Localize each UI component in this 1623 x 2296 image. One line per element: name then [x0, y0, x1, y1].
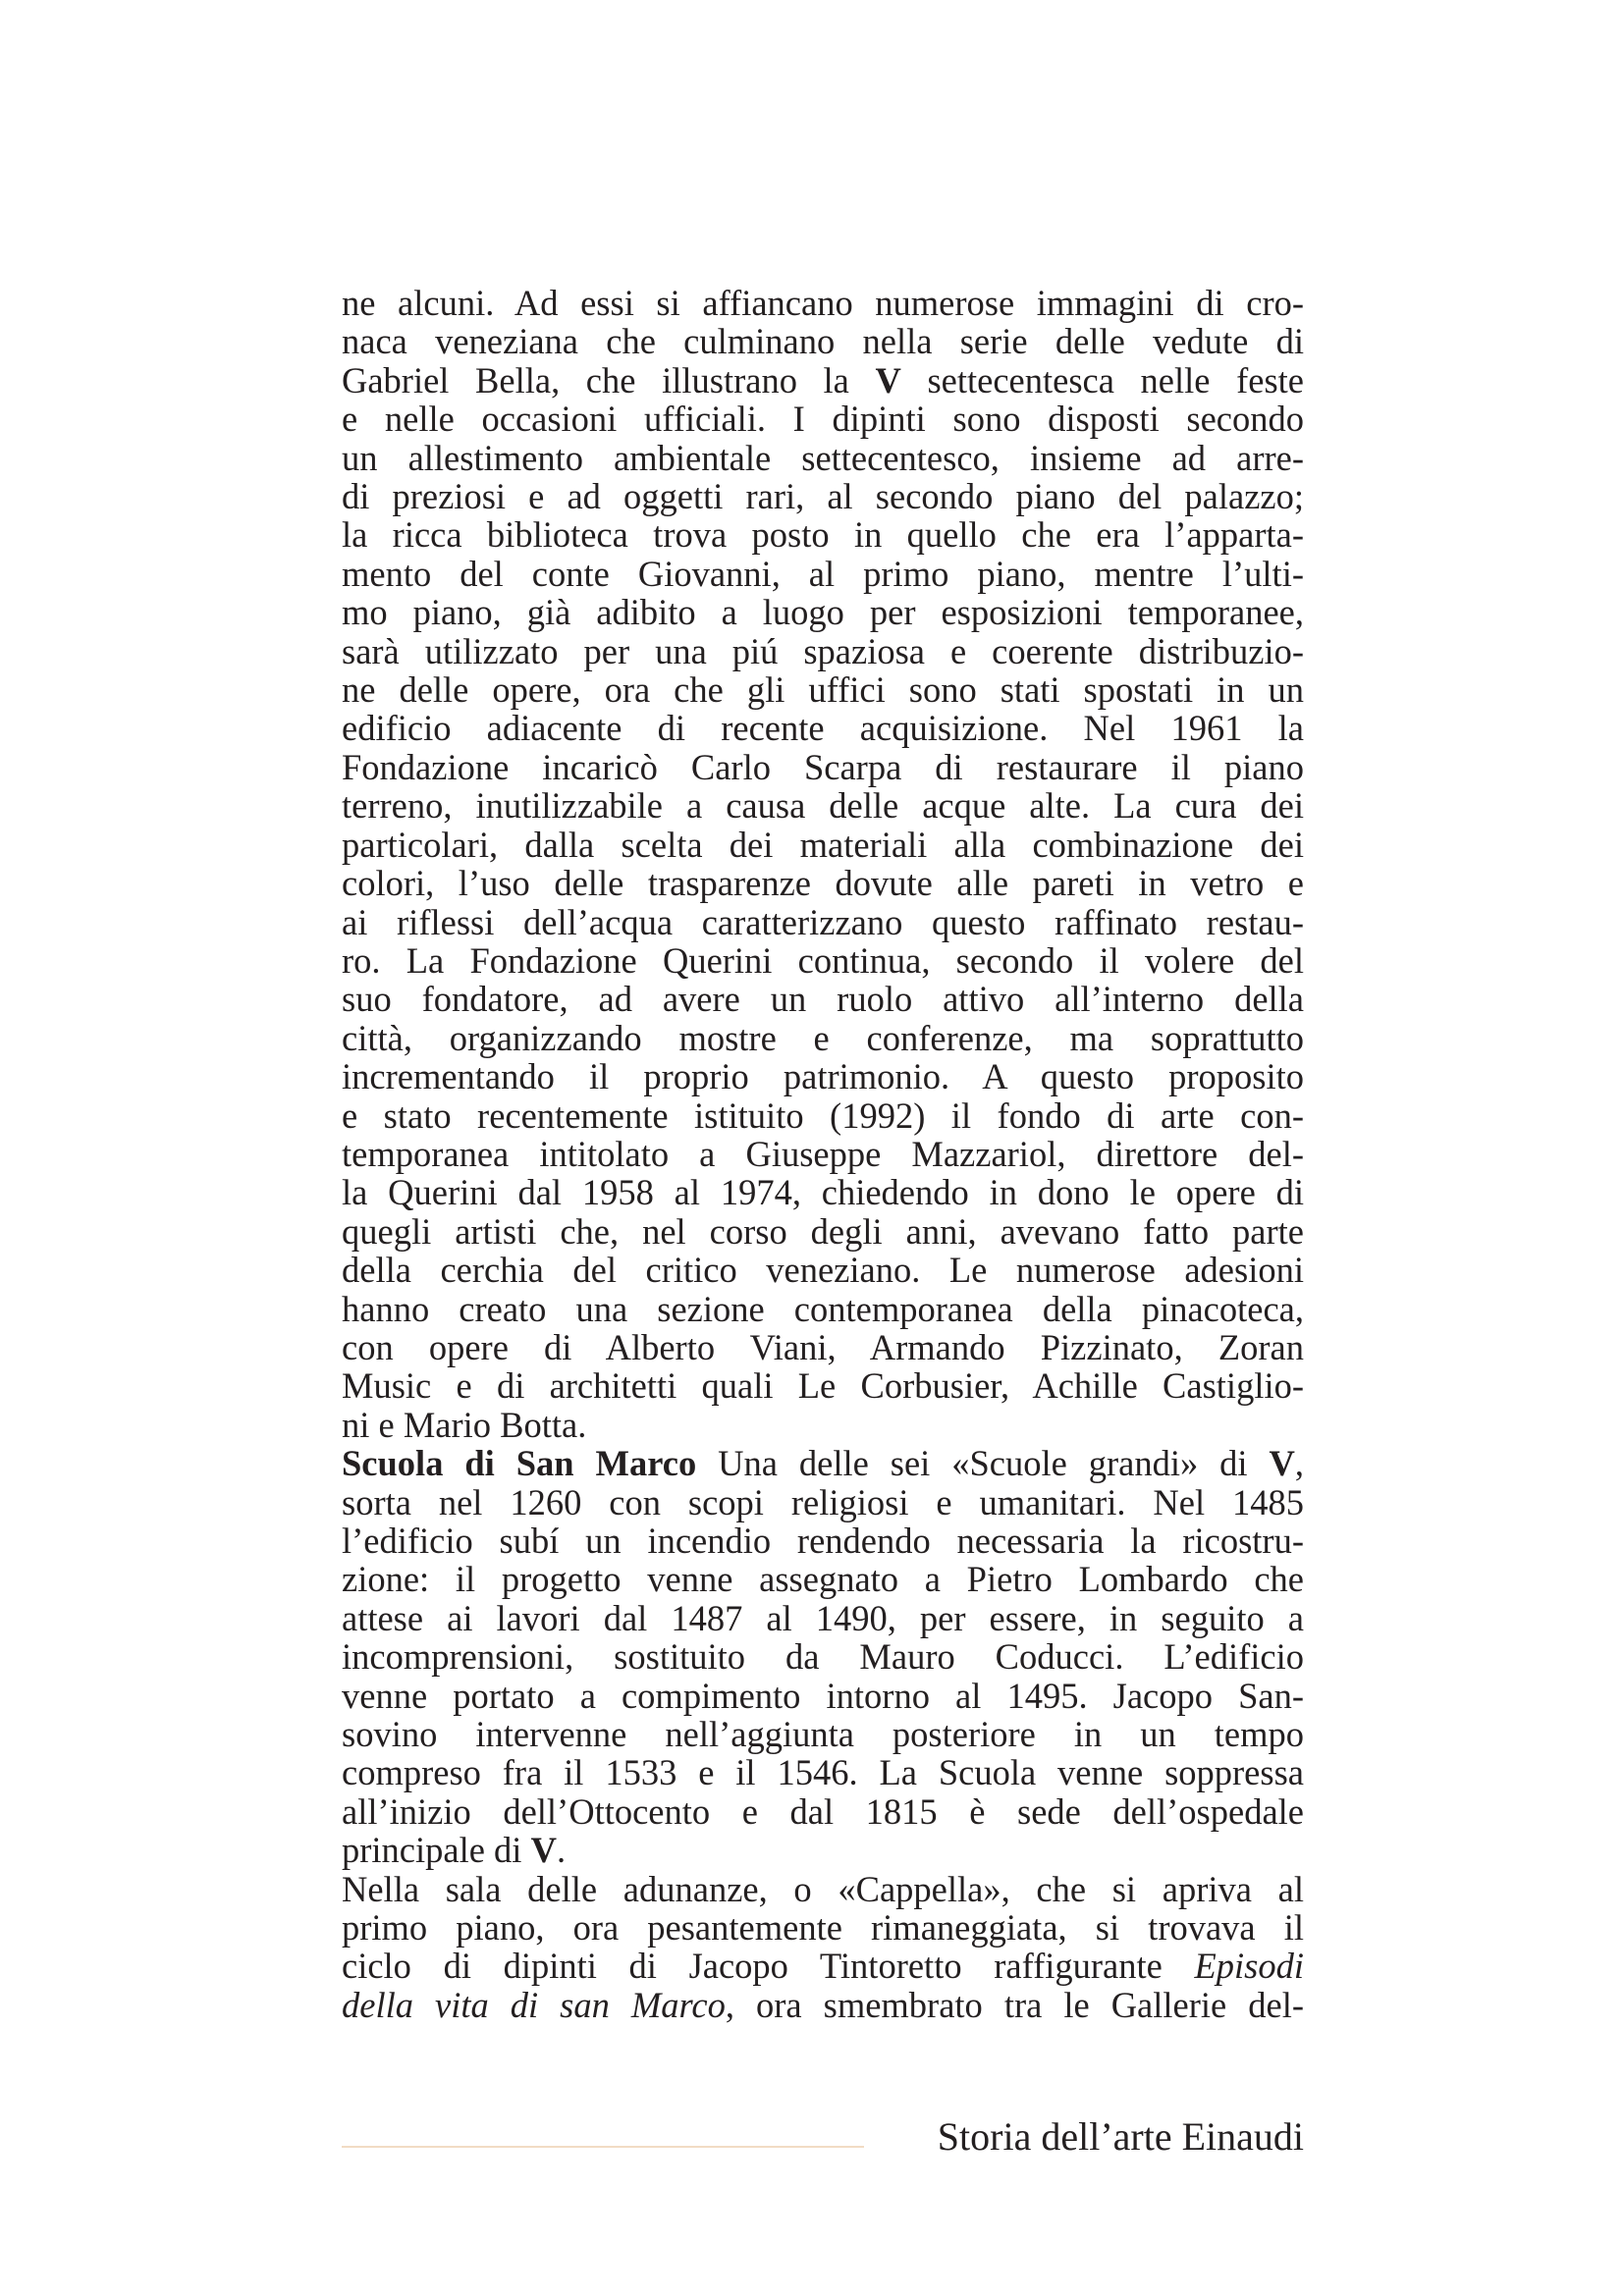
- text-run: all’inizio dell’Ottocento e dal 1815 è sede dell’ospedale: [342, 1790, 1304, 1832]
- text-run: settecentesca nelle feste: [900, 359, 1304, 400]
- text-run: .: [556, 1830, 567, 1871]
- text-run: incrementando il proprio patrimonio. A questo proposito: [342, 1056, 1304, 1097]
- text-line: [342, 826, 1304, 864]
- bold-run: V: [875, 359, 901, 400]
- text-line: [342, 1096, 1304, 1135]
- text-line: [342, 439, 1304, 477]
- text-run: incomprensioni, sostituito da Mauro Coducci. L’edificio: [342, 1636, 1304, 1678]
- text-line: [342, 1406, 1304, 1444]
- text-run: mo piano, già adibito a luogo per esposizioni temporanee,: [342, 592, 1304, 633]
- footer-title: Storia dell’arte Einaudi: [937, 2114, 1304, 2159]
- text-run: un allestimento ambientale settecentesco, insieme ad arre-: [342, 437, 1304, 478]
- text-run: ne alcuni. Ad essi si affiancano numerose immagini di cro-: [342, 283, 1304, 323]
- text-line: [342, 670, 1304, 709]
- text-line: [342, 980, 1304, 1018]
- text-run: edificio adiacente di recente acquisizione. Nel 1961 la: [342, 708, 1304, 749]
- text-line: [342, 748, 1304, 786]
- text-line: [342, 1677, 1304, 1715]
- text-run: suo fondatore, ad avere un ruolo attivo all’interno della: [342, 979, 1304, 1020]
- text-line: [342, 709, 1304, 747]
- text-line: [342, 1870, 1304, 1908]
- text-run: colori, l’uso delle trasparenze dovute alle pareti in vetro e: [342, 863, 1304, 904]
- text-line: [342, 941, 1304, 980]
- text-run: della cerchia del critico veneziano. Le numerose adesioni: [342, 1250, 1304, 1291]
- text-line: [342, 1947, 1304, 1985]
- text-line: [342, 1715, 1304, 1753]
- italic-run: Episodi: [1194, 1946, 1304, 1987]
- text-run: ciclo di dipinti di Jacopo Tintoretto raffigurante: [342, 1946, 1195, 1987]
- text-line: [342, 1173, 1304, 1211]
- text-line: [342, 1019, 1304, 1057]
- text-line: [342, 1135, 1304, 1173]
- text-run: zione: il progetto venne assegnato a Pietro Lombardo che: [342, 1559, 1304, 1600]
- text-run: primo piano, ora pesantemente rimaneggiata, si trovava il: [342, 1907, 1304, 1949]
- text-line: [342, 1366, 1304, 1405]
- text-run: l’edificio subí un incendio rendendo necessaria la ricostru-: [342, 1521, 1304, 1561]
- text-line: [342, 284, 1304, 322]
- text-line: [342, 786, 1304, 825]
- text-run: naca veneziana che culminano nella serie delle vedute di: [342, 321, 1304, 362]
- text-line: [342, 1290, 1304, 1328]
- bold-run: Scuola di San Marco: [342, 1443, 697, 1484]
- text-run: città, organizzando mostre e conferenze, ma soprattutto: [342, 1017, 1304, 1058]
- text-line: [342, 1483, 1304, 1522]
- text-run: principale di: [342, 1830, 531, 1871]
- text-line: [342, 1251, 1304, 1289]
- text-line: [342, 1444, 1304, 1482]
- text-run: Gabriel Bella, che illustrano la: [342, 359, 876, 400]
- text-run: sovino intervenne nell’aggiunta posteriore in un tempo: [342, 1714, 1304, 1755]
- text-run: la Querini dal 1958 al 1974, chiedendo in dono le opere di: [342, 1172, 1304, 1213]
- text-line: [342, 477, 1304, 515]
- text-run: la ricca biblioteca trova posto in quello che era l’apparta-: [342, 514, 1304, 556]
- body-text: [342, 284, 1304, 2024]
- text-run: hanno creato una sezione contemporanea della pinacoteca,: [342, 1288, 1304, 1329]
- text-line: [342, 515, 1304, 554]
- text-line: [342, 361, 1304, 400]
- text-run: sarà utilizzato per una piú spaziosa e coerente distribuzio-: [342, 630, 1304, 671]
- text-run: compreso fra il 1533 e il 1546. La Scuola venne soppressa: [342, 1752, 1304, 1793]
- text-line: [342, 1753, 1304, 1791]
- text-line: [342, 1831, 1304, 1869]
- italic-run: della vita di san Marco: [342, 1984, 726, 2025]
- text-run: ro. La Fondazione Querini continua, secondo il volere del: [342, 939, 1304, 981]
- text-line: [342, 1637, 1304, 1676]
- text-line: [342, 593, 1304, 631]
- text-run: Music e di architetti quali Le Corbusier, Achille Castiglio-: [342, 1365, 1304, 1407]
- text-run: mento del conte Giovanni, al primo piano, mentre l’ulti-: [342, 553, 1304, 594]
- text-run: e stato recentemente istituito (1992) il fondo di arte con-: [342, 1095, 1304, 1136]
- text-line: [342, 1792, 1304, 1831]
- text-run: , ora smembrato tra le Gallerie del-: [725, 1984, 1304, 2025]
- text-line: [342, 632, 1304, 670]
- text-line: [342, 903, 1304, 941]
- text-run: ai riflessi dell’acqua caratterizzano questo raffinato restau-: [342, 901, 1304, 942]
- text-run: ne delle opere, ora che gli uffici sono stati spostati in un: [342, 669, 1304, 711]
- footer-rule: [342, 2146, 864, 2148]
- text-line: [342, 400, 1304, 438]
- text-run: venne portato a compimento intorno al 1495. Jacopo San-: [342, 1675, 1304, 1716]
- text-line: [342, 1522, 1304, 1560]
- text-line: [342, 1560, 1304, 1598]
- text-line: [342, 1212, 1304, 1251]
- text-line: [342, 864, 1304, 902]
- text-run: attese ai lavori dal 1487 al 1490, per essere, in seguito a: [342, 1597, 1304, 1638]
- text-line: [342, 1599, 1304, 1637]
- bold-run: V: [530, 1830, 557, 1871]
- text-line: [342, 1328, 1304, 1366]
- text-run: Fondazione incaricò Carlo Scarpa di restaurare il piano: [342, 746, 1304, 787]
- text-run: di preziosi e ad oggetti rari, al secondo piano del palazzo;: [342, 476, 1304, 517]
- text-line: [342, 555, 1304, 593]
- text-run: Nella sala delle adunanze, o «Cappella», che si apriva al: [342, 1868, 1304, 1909]
- text-line: [342, 1986, 1304, 2024]
- text-line: [342, 1908, 1304, 1947]
- text-run: con opere di Alberto Viani, Armando Pizzinato, Zoran: [342, 1326, 1304, 1367]
- text-run: ni e Mario Botta.: [342, 1404, 587, 1445]
- text-run: ,: [1294, 1443, 1304, 1484]
- text-run: temporanea intitolato a Giuseppe Mazzariol, direttore del-: [342, 1133, 1304, 1174]
- text-run: Una delle sei «Scuole grandi» di: [696, 1443, 1270, 1484]
- text-run: particolari, dalla scelta dei materiali alla combinazione dei: [342, 824, 1304, 865]
- text-run: sorta nel 1260 con scopi religiosi e umanitari. Nel 1485: [342, 1481, 1304, 1522]
- text-run: quegli artisti che, nel corso degli anni, avevano fatto parte: [342, 1210, 1304, 1252]
- text-run: e nelle occasioni ufficiali. I dipinti sono disposti secondo: [342, 399, 1304, 440]
- text-line: [342, 322, 1304, 360]
- text-line: [342, 1057, 1304, 1095]
- text-run: terreno, inutilizzabile a causa delle acque alte. La cura dei: [342, 785, 1304, 827]
- bold-run: V: [1269, 1443, 1295, 1484]
